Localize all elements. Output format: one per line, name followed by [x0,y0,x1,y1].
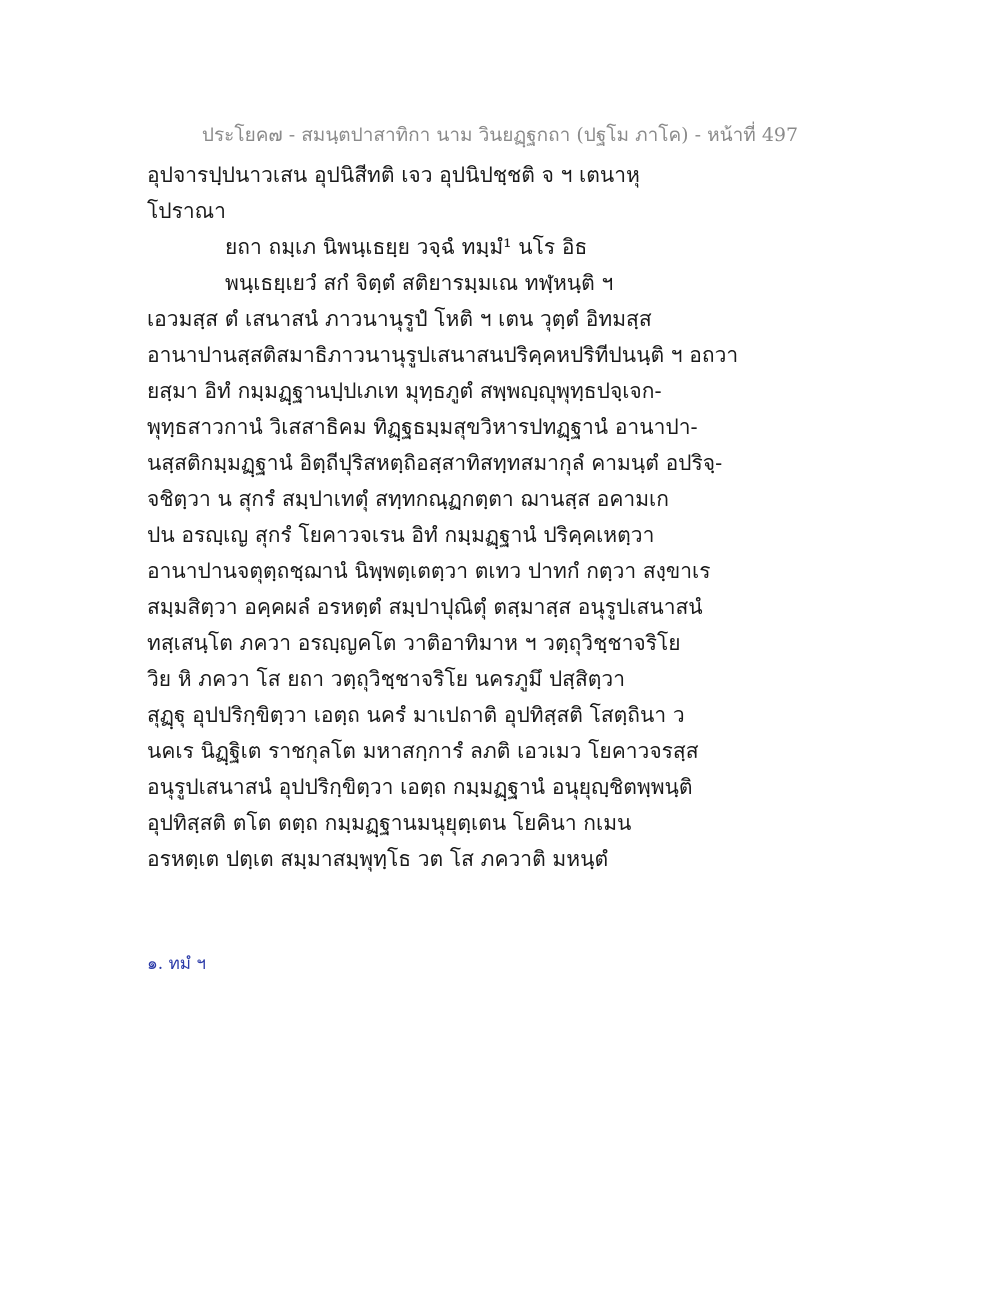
text-line: ทสฺเสนฺโต ภควา อรญฺญคโต วาติอาทิมาห ฯ วตฺถุวิชฺชาจริโย [147,631,681,655]
text-line: อรหตฺเต ปตฺเต สมฺมาสมฺพุทฺโธ วต โส ภควาติ มหนฺตํ [147,847,609,871]
text-line: สุฏฺฐุ อุปปริกฺขิตฺวา เอตฺถ นครํ มาเปถาติ อุปทิสฺสติ โสตฺถินา ว [147,703,685,727]
text-line: อานาปานจตุตฺถชฺฌานํ นิพฺพตฺเตตฺวา ตเทว ปาทกํ กตฺวา สงฺขาเร [147,559,711,583]
text-line: นคเร นิฏฺฐิเต ราชกุลโต มหาสกฺการํ ลภติ เอวเมว โยคาวจรสฺส [147,739,699,763]
text-line: จชิตฺวา น สุกรํ สมฺปาเทตุํ สทฺทกณฺฏกตฺตา ฌานสฺส อคามเก [147,487,669,511]
text-line: สมฺมสิตฺวา อคฺคผลํ อรหตฺตํ สมฺปาปุณิตุํ ตสฺมาสฺส อนุรูปเสนาสนํ [147,595,703,619]
text-line: โปราณา [147,199,226,223]
text-line: นสฺสติกมฺมฏฺฐานํ อิตฺถีปุริสหตฺถิอสฺสาทิสทฺทสมากุลํ คามนฺตํ อปริจฺ- [147,451,723,475]
text-line: วิย หิ ภควา โส ยถา วตฺถุวิชฺชาจริโย นครภูมึ ปสฺสิตฺวา [147,667,626,691]
text-line: อุปจารปฺปนาวเสน อุปนิสีทติ เจว อุปนิปชฺชติ จ ฯ เตนาหุ [147,163,640,187]
body-text [147,157,739,877]
text-line: อุปทิสฺสติ ตโต ตตฺถ กมฺมฏฺฐานมนุยุตฺเตน โยคินา กเมน [147,811,632,835]
text-line: อานาปานสฺสติสมาธิภาวนานุรูปเสนาสนปริคฺคหปริทีปนนฺติ ฯ อถวา [147,343,739,367]
page-header: ประโยค๗ - สมนฺตปาสาทิกา นาม วินยฏฺฐกถา (ปฐโม ภาโค) - หน้าที่ 497 [201,124,799,146]
text-line: เอวมสฺส ตํ เสนาสนํ ภาวนานุรูปํ โหติ ฯ เตน วุตฺตํ อิทมสฺส [147,307,652,331]
footnote: ๑. ทมํ ฯ [147,954,206,974]
text-line: ปน อรญฺเญ สุกรํ โยคาวจเรน อิทํ กมฺมฏฺฐานํ ปริคฺคเหตฺวา [147,523,655,547]
verse-line: ยถา ถมฺเภ นิพนฺเธยฺย วจฺฉํ ทมฺมํ¹ นโร อิธ [225,235,588,259]
text-line: อนุรูปเสนาสนํ อุปปริกฺขิตฺวา เอตฺถ กมฺมฏฺฐานํ อนุยุญฺชิตพฺพนฺติ [147,775,693,799]
verse-line: พนฺเธยฺเยวํ สกํ จิตฺตํ สติยารมฺมเณ ทฬฺหนฺติ ฯ [225,271,614,295]
text-line: พุทฺธสาวกานํ วิเสสาธิคม ทิฏฺฐธมฺมสุขวิหารปทฏฺฐานํ อานาปา- [147,415,698,439]
text-line: ยสฺมา อิทํ กมฺมฏฺฐานปฺปเภเท มุทฺธภูตํ สพฺพญฺญุพุทฺธปจฺเจก- [147,379,662,403]
